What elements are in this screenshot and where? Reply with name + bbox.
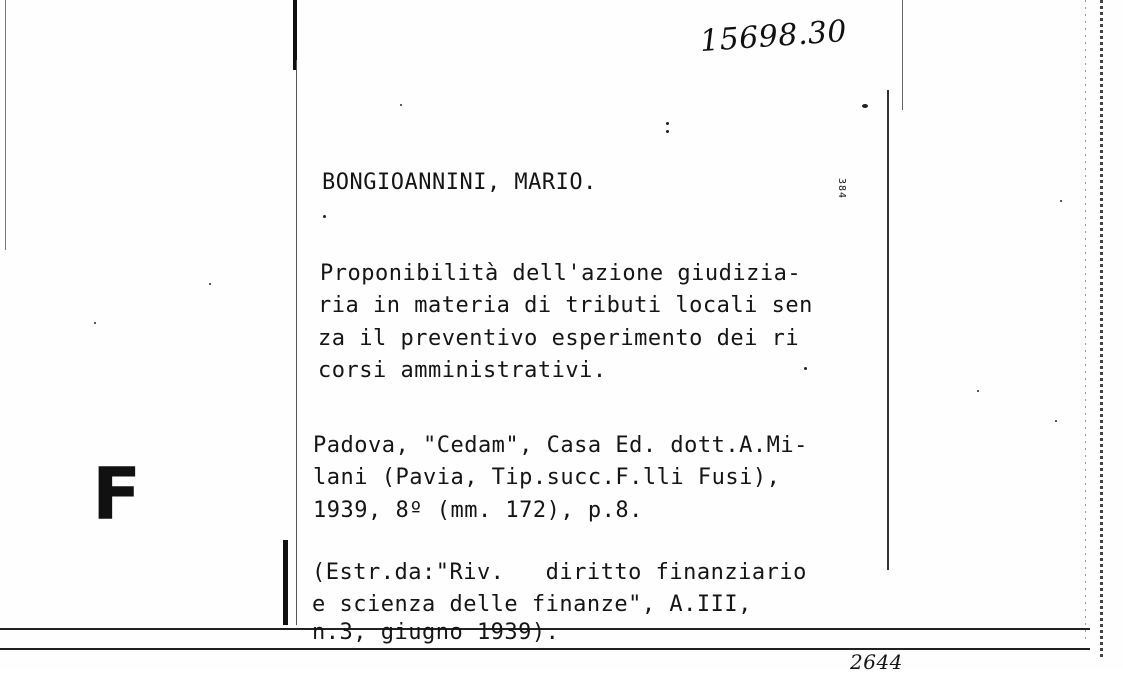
scan-speck: [666, 122, 669, 125]
bottom-rule-lower: [0, 648, 1090, 650]
side-code: 384: [836, 178, 847, 200]
scan-speck: [400, 104, 402, 106]
right-dotted-rule-inner: [1085, 0, 1086, 640]
right-dotted-rule: [1100, 0, 1103, 660]
card-right-top-border: [902, 0, 903, 110]
scan-speck: [94, 322, 96, 324]
imprint-line: 1939, 8º (mm. 172), p.8.: [313, 498, 643, 523]
scan-speck: [209, 283, 211, 285]
imprint-line: lani (Pavia, Tip.succ.F.lli Fusi),: [313, 465, 781, 490]
scan-speck: [1060, 200, 1062, 202]
title-line: za il preventivo esperimento dei ri: [318, 326, 800, 351]
scan-speck: [666, 130, 669, 133]
scan-speck: [323, 215, 326, 218]
margin-letter: F: [92, 452, 142, 536]
card-left-bar: [283, 540, 288, 625]
imprint-line: Padova, "Cedam", Casa Ed. dott.A.Mi-: [313, 433, 808, 458]
title-line: ria in materia di tributi locali sen: [318, 293, 813, 318]
scan-speck: [1055, 420, 1057, 422]
title-line: Proponibilità dell'azione giudizia-: [320, 261, 802, 286]
page-edge-line: [5, 0, 6, 250]
bottom-handwritten-note: 2644: [850, 650, 903, 674]
author-heading: BONGIOANNINI, MARIO.: [322, 170, 597, 195]
title-line: corsi amministrativi.: [318, 358, 607, 383]
scan-speck: [977, 390, 979, 392]
note-line: (Estr.da:"Riv. diritto finanziario: [312, 560, 807, 585]
scan-speck: [862, 104, 868, 108]
card-right-border: [887, 90, 889, 570]
card-left-border: [296, 60, 297, 625]
shelfmark-number: 15698.30: [698, 13, 849, 60]
note-line: n.3, giugno 1939).: [312, 620, 560, 645]
scan-speck: [804, 367, 807, 370]
note-line: e scienza delle finanze", A.III,: [312, 592, 752, 617]
